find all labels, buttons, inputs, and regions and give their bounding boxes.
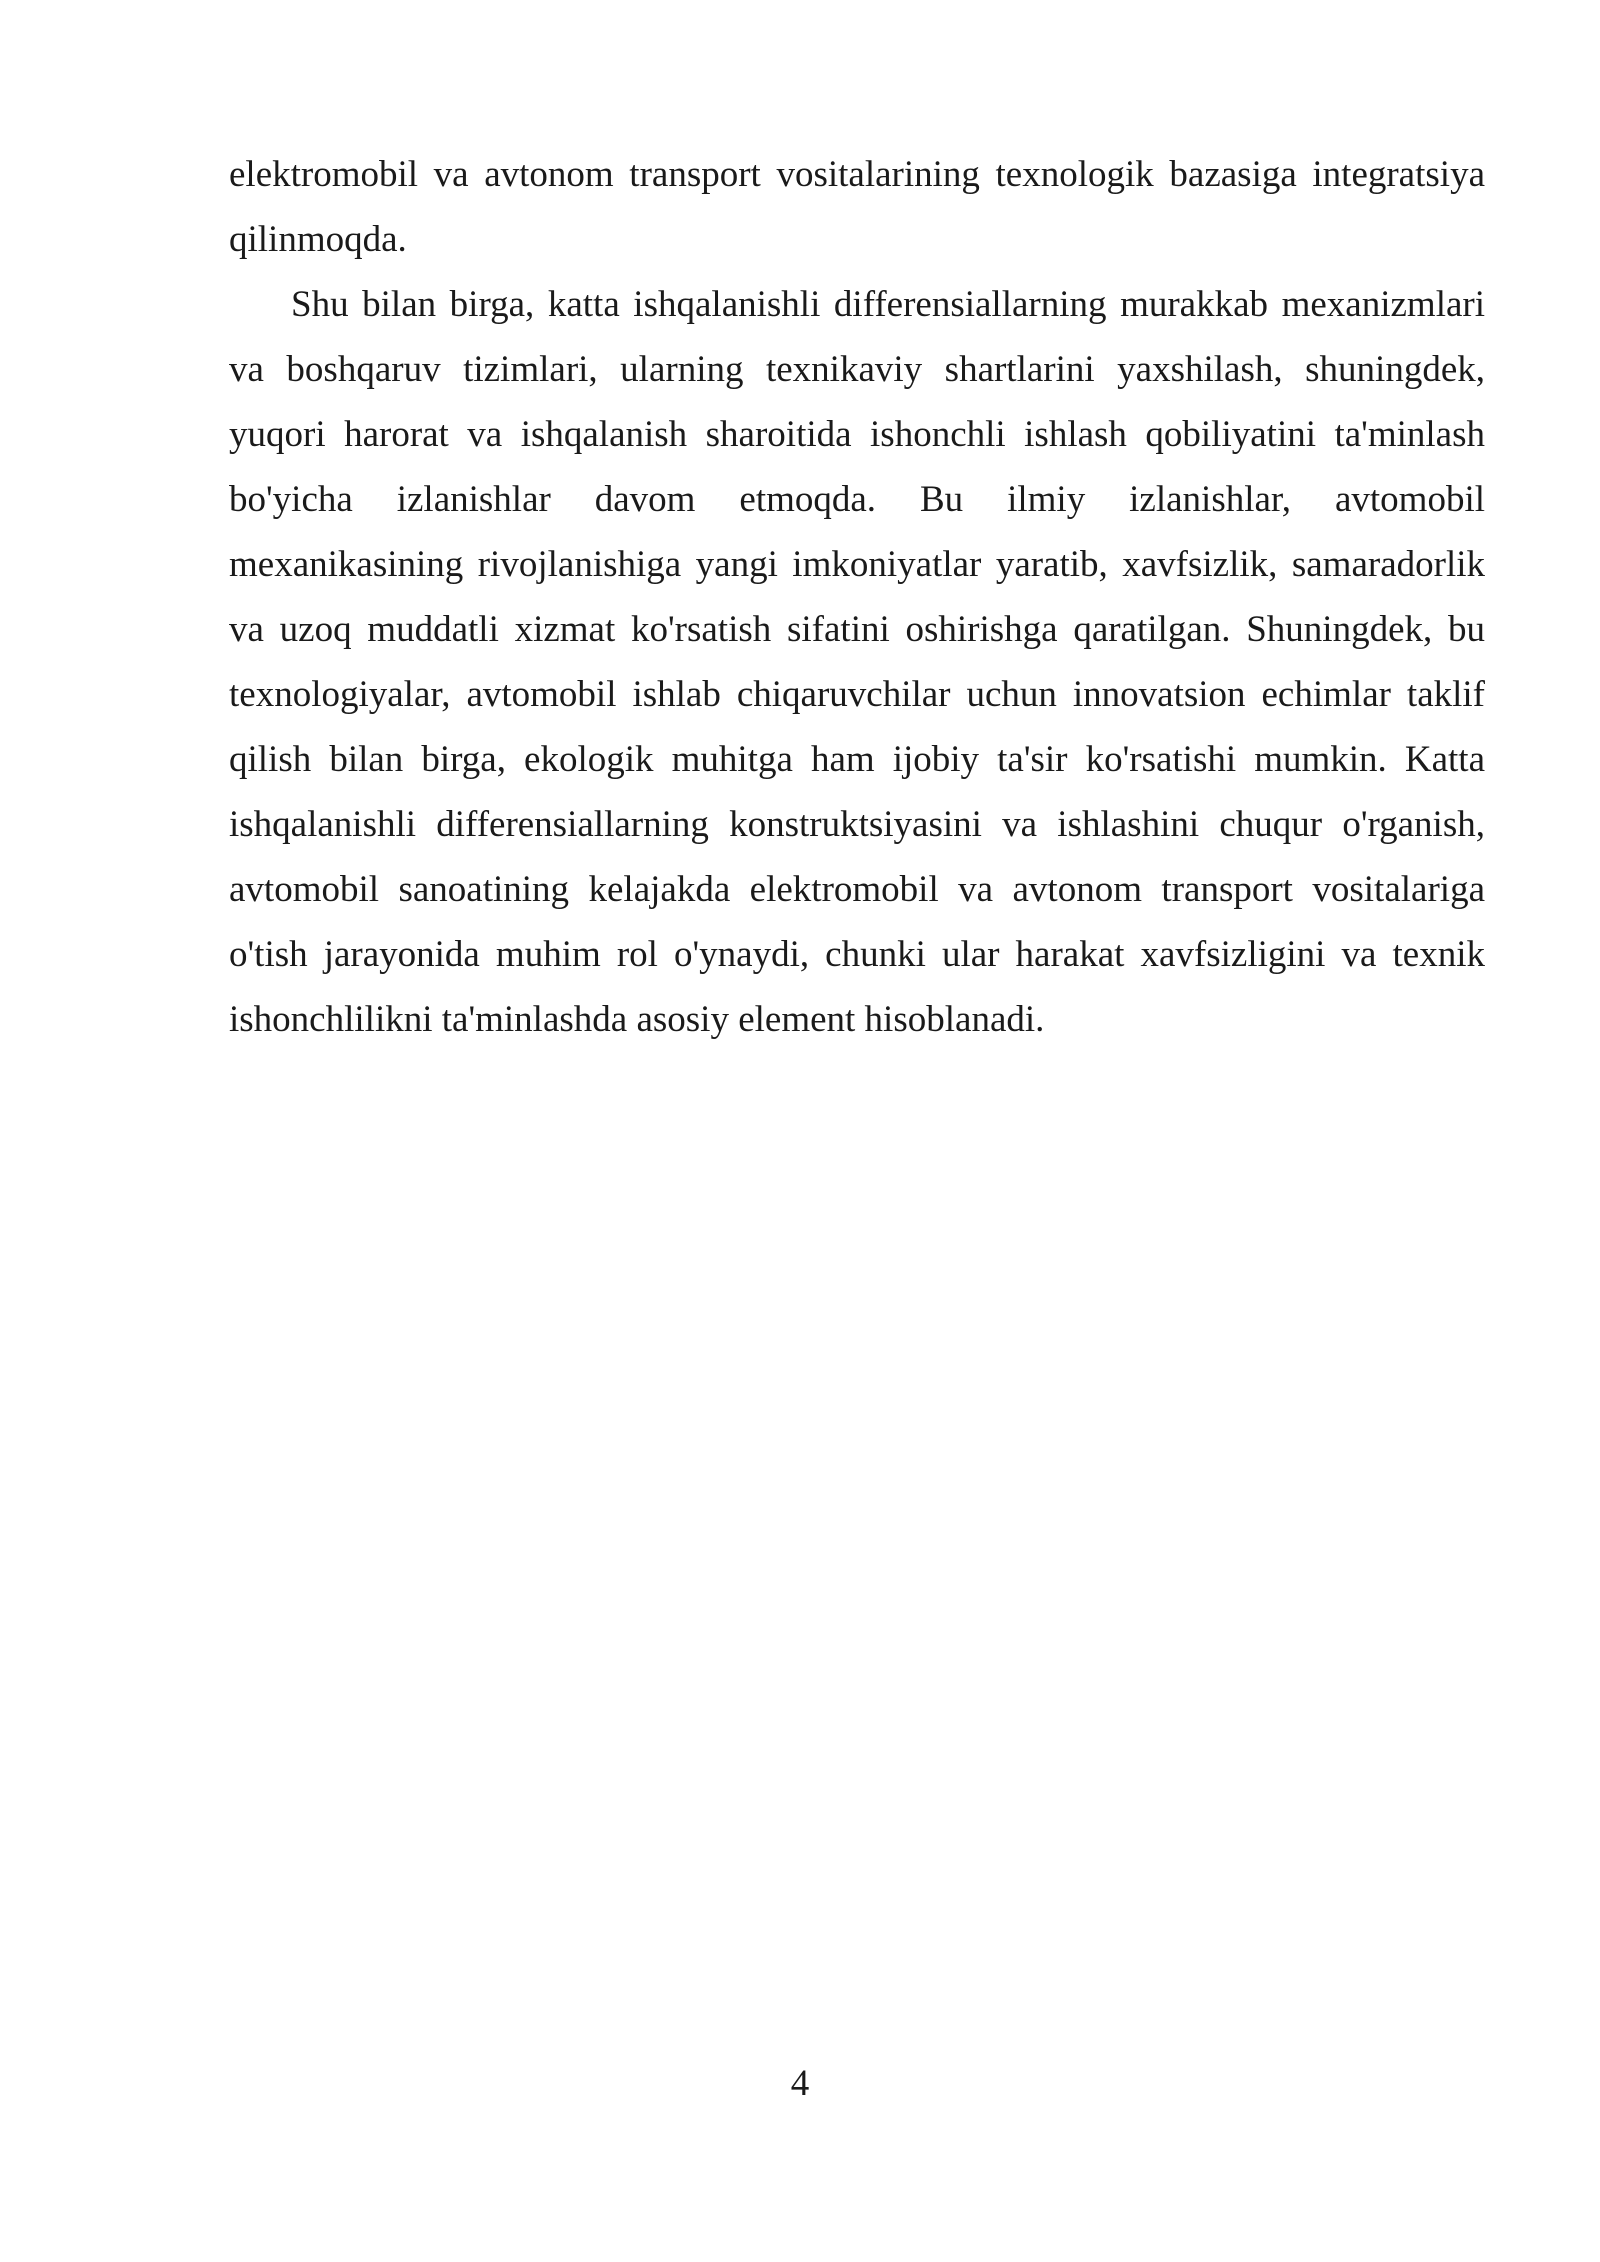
paragraph-main: Shu bilan birga, katta ishqalanishli differensiallarning murakkab mexanizmlari va boshqaruv tizimlari, ularning texnikaviy shartlarini yaxshilash, shuningdek, yuqori harorat va ishqalanish sharoitida ishonchli ishlash qobiliyatini ta'minlash bo'yicha izlanishlar davom etmoqda. Bu ilmiy izlanishlar, avtomobil mexanikasining rivojlanishiga yangi imkoniyatlar yaratib, xavfsizlik, samaradorlik va uzoq muddatli xizmat ko'rsatish sifatini oshirishga qaratilgan. Shuningdek, bu texnologiyalar, avtomobil ishlab chiqaruvchilar uchun innovatsion echimlar taklif qilish bilan birga, ekologik muhitga ham ijobiy ta'sir ko'rsatishi mumkin. Katta ishqalanishli differensiallarning konstruktsiyasini va ishlashini chuqur o'rganish, avtomobil sanoatining kelajakda elektromobil va avtonom transport vositalariga o'tish jarayonida muhim rol o'ynaydi, chunki ular harakat xavfsizligini va texnik ishonchlilikni ta'minlashda asosiy element hisoblanadi. [229, 284, 1485, 1040]
paragraph-continuation: elektromobil va avtonom transport vositalarining texnologik bazasiga integratsiya qilinmoqda. [229, 154, 1485, 260]
page-number: 4 [790, 2063, 810, 2104]
body-text [229, 142, 1485, 1052]
